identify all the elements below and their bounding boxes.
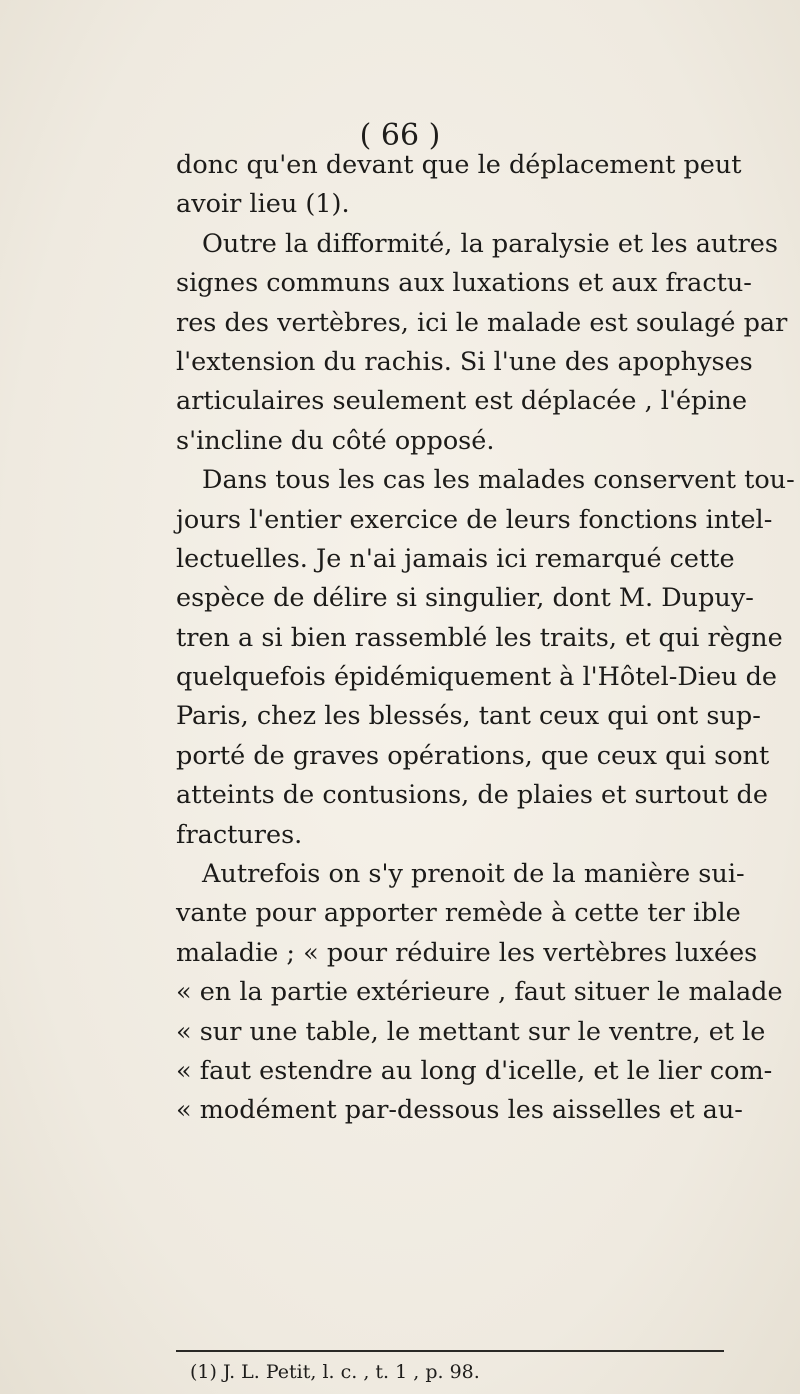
text-line: « en la partie extérieure , faut situer le malade [176, 977, 783, 1008]
text-line: vante pour apporter remède à cette ter ible [176, 898, 741, 929]
text-line: l'extension du rachis. Si l'une des apophyses [176, 346, 753, 377]
body-text [176, 146, 795, 1131]
text-line: « faut estendre au long d'icelle, et le lier com- [176, 1055, 773, 1086]
text-line: donc qu'en devant que le déplacement peut [176, 150, 742, 180]
footnote-rule [176, 1350, 724, 1352]
text-line: avoir lieu (1). [176, 189, 350, 220]
page-number: ( 66 ) [359, 118, 441, 153]
text-line: articulaires seulement est déplacée , l'épine [176, 386, 748, 417]
text-line: quelquefois épidémiquement à l'Hôtel-Dieu de [176, 662, 777, 693]
text-line: signes communs aux luxations et aux fractu- [176, 268, 752, 299]
text-line: res des vertèbres, ici le malade est soulagé par [176, 307, 788, 338]
text-line: « modément par-dessous les aisselles et au- [176, 1095, 743, 1126]
text-line: « sur une table, le mettant sur le ventre, et le [176, 1016, 766, 1047]
text-line: Paris, chez les blessés, tant ceux qui ont sup- [176, 701, 761, 732]
text-line: maladie ; « pour réduire les vertèbres luxées [176, 937, 758, 968]
text-line: porté de graves opérations, que ceux qui sont [176, 740, 770, 771]
text-line: Outre la difformité, la paralysie et les autres [202, 228, 778, 259]
text-line: lectuelles. Je n'ai jamais ici remarqué cette [176, 543, 735, 574]
footnote: (1) J. L. Petit, l. c. , t. 1 , p. 98. [190, 1361, 480, 1383]
text-line: s'incline du côté opposé. [176, 425, 495, 456]
text-line: tren a si bien rassemblé les traits, et qui règne [176, 622, 783, 653]
text-line: fractures. [176, 819, 303, 850]
text-line: Autrefois on s'y prenoit de la manière sui- [202, 859, 745, 890]
text-line: espèce de délire si singulier, dont M. Dupuy- [176, 583, 754, 614]
text-line: atteints de contusions, de plaies et surtout de [176, 780, 768, 811]
text-line: jours l'entier exercice de leurs fonctions intel- [176, 504, 773, 535]
text-line: Dans tous les cas les malades conservent tou- [202, 465, 795, 496]
